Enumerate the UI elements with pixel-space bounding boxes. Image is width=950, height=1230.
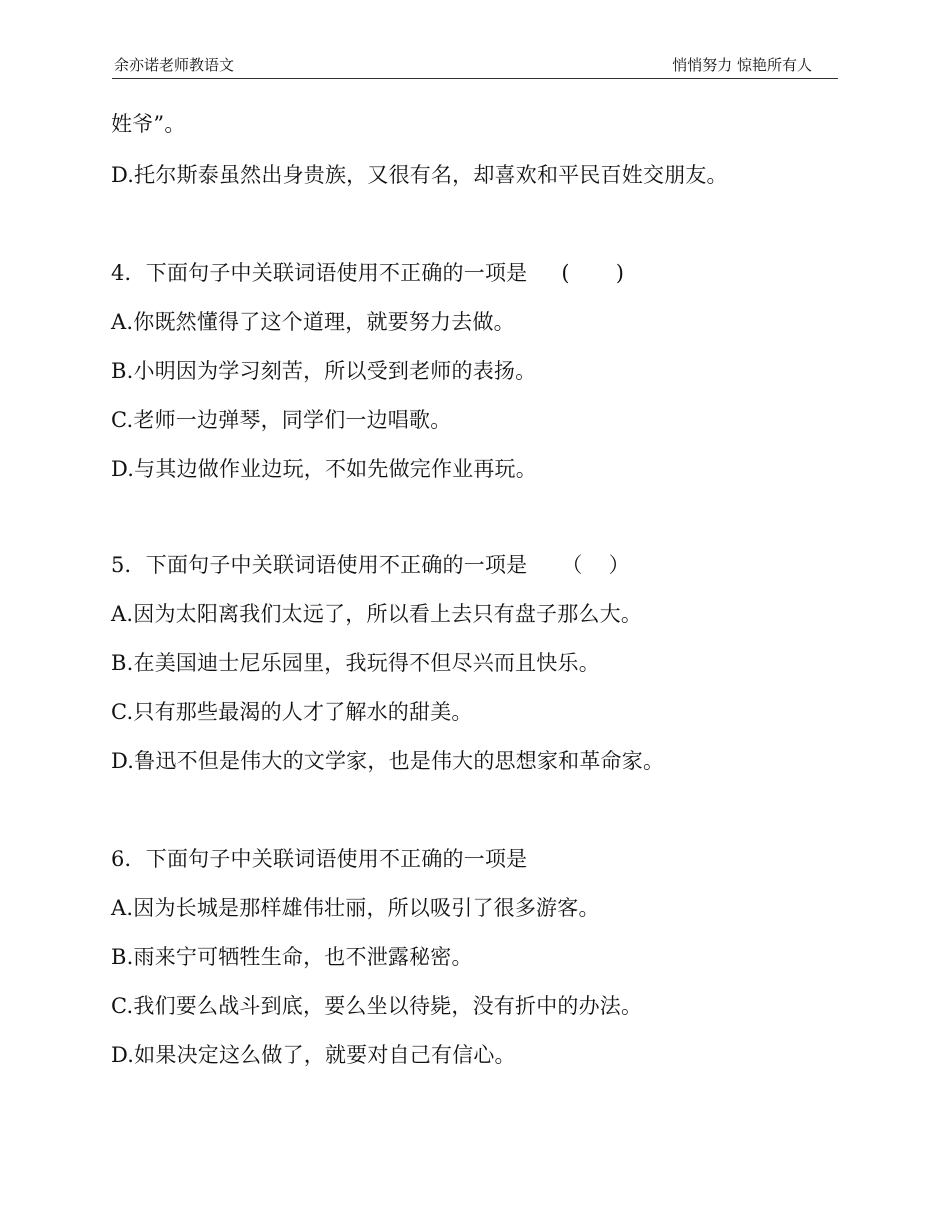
question-4-option-d: D.与其边做作业边玩，不如先做完作业再玩。: [111, 457, 537, 481]
question-4-option-a: A.你既然懂得了这个道理，就要努力去做。: [111, 310, 515, 334]
question-6-option-c: C.我们要么战斗到底，要么坐以待毙，没有折中的办法。: [111, 994, 643, 1018]
question-4-answer-blank: ( ): [561, 261, 625, 285]
continuation-text: 姓爷”。: [111, 112, 186, 136]
question-5-option-a: A.因为太阳离我们太远了，所以看上去只有盘子那么大。: [111, 602, 643, 626]
question-5-stem: [111, 551, 630, 579]
question-5-option-d: D.鲁迅不但是伟大的文学家，也是伟大的思想家和革命家。: [111, 749, 665, 773]
question-4-option-c: C.老师一边弹琴，同学们一边唱歌。: [111, 408, 452, 432]
header-author: 余亦诺老师教语文: [114, 56, 235, 74]
question-6-option-b: B.雨来宁可牺牲生命，也不泄露秘密。: [111, 945, 473, 969]
header-motto: 悄悄努力 惊艳所有人: [672, 56, 812, 74]
question-5-option-c: C.只有那些最渴的人才了解水的甜美。: [111, 700, 473, 724]
question-6-option-a: A.因为长城是那样雄伟壮丽，所以吸引了很多游客。: [111, 896, 600, 920]
question-4-stem: [111, 259, 624, 287]
page-header: [112, 54, 838, 79]
question-5-stem-text: 5．下面句子中关联词语使用不正确的一项是: [111, 553, 528, 577]
question-4-stem-text: 4．下面句子中关联词语使用不正确的一项是: [111, 261, 528, 285]
question-6-option-d: D.如果决定这么做了，就要对自己有信心。: [111, 1043, 516, 1067]
continuation-option-d: D.托尔斯泰虽然出身贵族，又很有名，却喜欢和平民百姓交朋友。: [111, 163, 728, 187]
question-5-answer-blank: （ ）: [561, 553, 630, 577]
question-6-stem: 6．下面句子中关联词语使用不正确的一项是: [111, 847, 528, 871]
question-5-option-b: B.在美国迪士尼乐园里，我玩得不但尽兴而且快乐。: [111, 651, 600, 675]
question-4-option-b: B.小明因为学习刻苦，所以受到老师的表扬。: [111, 359, 537, 383]
